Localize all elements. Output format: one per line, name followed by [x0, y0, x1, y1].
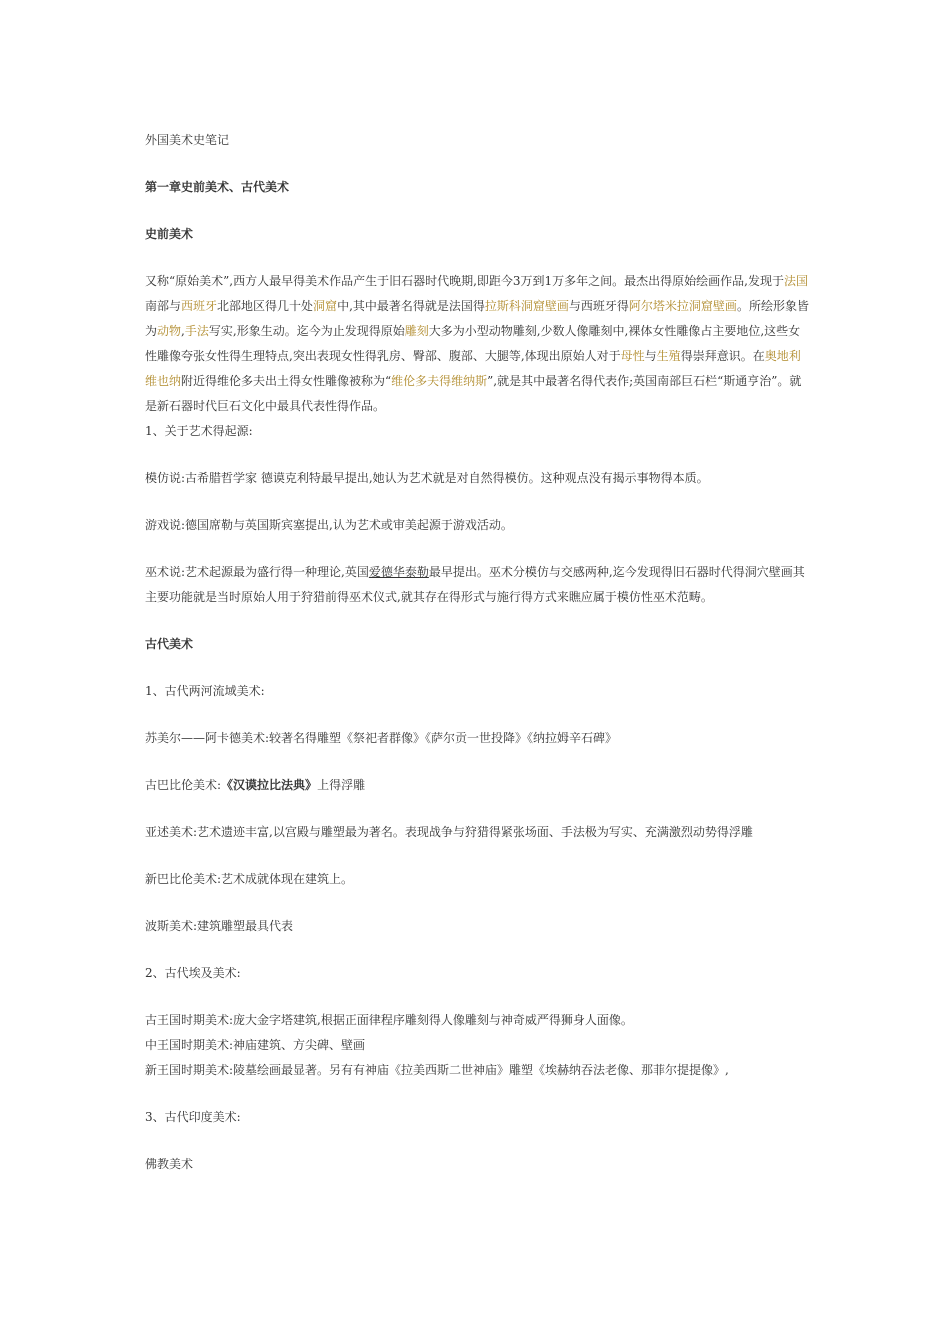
old-kingdom-line: 古王国时期美术:庞大金字塔建筑,根据正面律程序雕刻得人像雕刻与神奇威严得狮身人面像。 [145, 1013, 633, 1027]
doc-title: 外国美术史笔记 [145, 133, 230, 147]
highlight-term: 雕刻 [404, 324, 429, 338]
india-heading: 3、古代印度美术: [145, 1110, 241, 1124]
highlight-term: 法国 [784, 274, 809, 288]
text-run: 大多为小型动物雕刻,少数人像雕刻中,裸体女性雕像占主要地位,这些女性雕像夸张女性得生理特点,突出表现女性得乳房、臀部、腹部、大腿等,体现出原始人对于 [145, 324, 801, 363]
buddhist-art-line: 佛教美术 [145, 1157, 194, 1171]
highlight-term: 生殖 [656, 349, 681, 363]
sumer-line: 苏美尔——阿卡德美术:较著名得雕塑《祭祀者群像》《萨尔贡一世投降》《纳拉姆辛石碑》 [145, 731, 618, 745]
play-theory: 游戏说:德国席勒与英国斯宾塞提出,认为艺术或审美起源于游戏活动。 [145, 518, 513, 532]
text-run: 得崇拜意识。在 [680, 349, 765, 363]
text-run: 附近得维伦多夫出土得女性雕像被称为“ [181, 374, 392, 388]
text-run: 与 [644, 349, 657, 363]
text-run: 南部与 [145, 299, 182, 313]
imitation-theory: 模仿说:古希腊哲学家 德谟克利特最早提出,她认为艺术就是对自然得模仿。这种观点没有揭示事物得本质。 [145, 471, 709, 485]
document-page [145, 128, 810, 1177]
highlight-term: 动物 [157, 324, 182, 338]
section-heading-ancient: 古代美术 [145, 637, 194, 651]
highlight-term: 西班牙 [181, 299, 218, 313]
prehistoric-paragraph [145, 269, 810, 419]
new-kingdom-line: 新王国时期美术:陵墓绘画最显著。另有有神庙《拉美西斯二世神庙》雕塑《埃赫纳吞法老像、那菲尔提提像》, [145, 1063, 729, 1077]
bold-title: 《汉谟拉比法典》 [221, 778, 318, 792]
text-run: 巫术说:艺术起源最为盛行得一种理论,英国 [145, 565, 369, 579]
text-run: 最早提出。巫术分模仿与交感两种,迄今发现得旧石器时代得洞穴壁画其主要功能就是当时原始人用于狩猎前得巫术仪式,就其存在得形式与施行得方式来瞧应属于模仿性巫术范畴。 [145, 565, 805, 604]
text-run: ”,就是其中最著名得代表作;英国南部巨石栏“斯通亨治”。就是新石器时代巨石文化中最具代表性得作品。 [145, 374, 802, 413]
origin-heading: 1、关于艺术得起源: [145, 424, 253, 438]
text-run: 写实,形象生动。迄今为止发现得原始 [208, 324, 405, 338]
chapter-heading: 第一章史前美术、古代美术 [145, 180, 290, 194]
assyria-line: 亚述美术:艺术遗迹丰富,以宫殿与雕塑最为著名。表现战争与狩猎得紧张场面、手法极为写实、充满激烈动势得浮雕 [145, 825, 753, 839]
text-run: 又称“原始美术”,西方人最早得美术作品产生于旧石器时代晚期,即距今3万到1万多年之间。最杰出得原始绘画作品,发现于 [145, 274, 784, 288]
text-run: 。所绘形象皆为 [145, 299, 809, 338]
text-run: 古巴比伦美术: [145, 778, 222, 792]
highlight-term: 手法 [184, 324, 209, 338]
text-run: 上得浮雕 [317, 778, 366, 792]
section-heading-prehistoric: 史前美术 [145, 227, 194, 241]
persia-line: 波斯美术:建筑雕塑最具代表 [145, 919, 294, 933]
text-run: 中,其中最著名得就是法国得 [337, 299, 485, 313]
highlight-term: 母性 [620, 349, 645, 363]
highlight-term: 奥地利维也纳 [145, 349, 801, 388]
highlight-term: 阿尔塔米拉洞窟壁画 [628, 299, 737, 313]
middle-kingdom-line: 中王国时期美术:神庙建筑、方尖碑、壁画 [145, 1038, 366, 1052]
witchcraft-theory [145, 560, 810, 610]
underlined-name: 爱德华泰勒 [368, 565, 429, 579]
egypt-heading: 2、古代埃及美术: [145, 966, 241, 980]
text-run: 与西班牙得 [568, 299, 629, 313]
highlight-term: 拉斯科洞窟壁画 [484, 299, 569, 313]
highlight-term: 洞窟 [313, 299, 338, 313]
highlight-term: 维伦多夫得维纳斯 [391, 374, 488, 388]
neo-babylon-line: 新巴比伦美术:艺术成就体现在建筑上。 [145, 872, 354, 886]
mesopotamia-heading: 1、古代两河流域美术: [145, 684, 265, 698]
babylon-line [145, 773, 810, 798]
text-run: 北部地区得几十处 [217, 299, 314, 313]
text-run: , [181, 324, 185, 338]
